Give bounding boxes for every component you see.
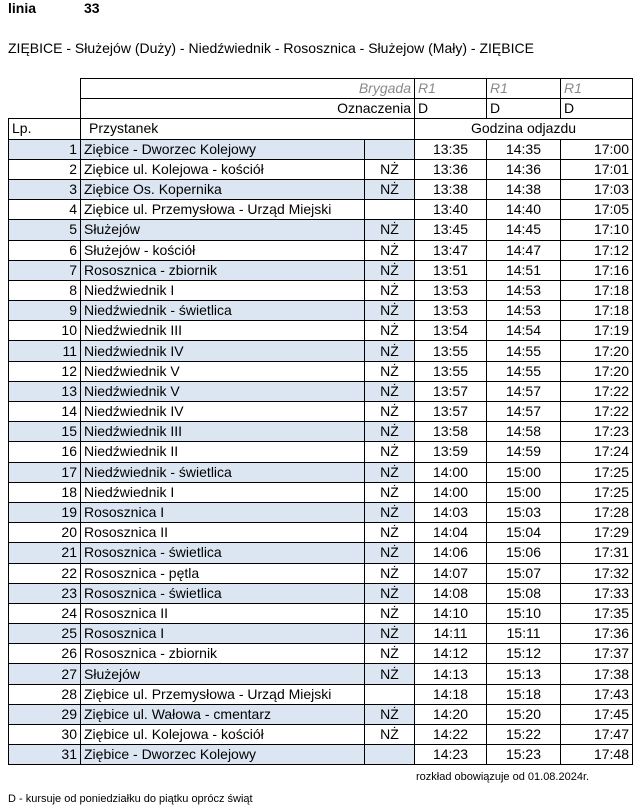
time-3-cell: 17:28 xyxy=(561,502,633,522)
time-2-cell: 14:51 xyxy=(487,260,561,280)
time-1-cell: 13:59 xyxy=(415,442,487,462)
nz-cell: NŻ xyxy=(365,442,415,462)
nz-cell xyxy=(365,745,415,765)
time-3-cell: 17:36 xyxy=(561,624,633,644)
lp-cell: 12 xyxy=(9,361,81,381)
nz-cell: NŻ xyxy=(365,462,415,482)
nz-cell: NŻ xyxy=(365,402,415,422)
time-3-cell: 17:48 xyxy=(561,745,633,765)
time-1-cell: 13:57 xyxy=(415,381,487,401)
time-3-cell: 17:25 xyxy=(561,462,633,482)
table-row xyxy=(9,502,633,522)
lp-header: Lp. xyxy=(9,119,81,139)
table-row xyxy=(9,684,633,704)
lp-cell: 25 xyxy=(9,624,81,644)
time-3-cell: 17:01 xyxy=(561,159,633,179)
time-1-cell: 14:08 xyxy=(415,583,487,603)
time-3-cell: 17:00 xyxy=(561,139,633,159)
time-3-cell: 17:20 xyxy=(561,361,633,381)
nz-cell: NŻ xyxy=(365,603,415,623)
table-row xyxy=(9,139,633,159)
time-2-cell: 14:59 xyxy=(487,442,561,462)
time-1-cell: 13:55 xyxy=(415,341,487,361)
time-3-cell: 17:05 xyxy=(561,200,633,220)
nz-cell: NŻ xyxy=(365,624,415,644)
time-2-cell: 15:00 xyxy=(487,462,561,482)
time-2-cell: 14:57 xyxy=(487,381,561,401)
nz-cell: NŻ xyxy=(365,341,415,361)
time-1-cell: 14:00 xyxy=(415,482,487,502)
time-3-cell: 17:38 xyxy=(561,664,633,684)
time-1-cell: 13:45 xyxy=(415,220,487,240)
oznaczenie-3: D xyxy=(561,99,633,119)
stop-cell: Rososznica - świetlica xyxy=(81,543,365,563)
lp-cell: 26 xyxy=(9,644,81,664)
lp-cell: 27 xyxy=(9,664,81,684)
stop-cell: Rososznica II xyxy=(81,523,365,543)
stop-cell: Ziębice ul. Kolejowa - kościół xyxy=(81,159,365,179)
stop-cell: Ziębice - Dworzec Kolejowy xyxy=(81,139,365,159)
nz-cell: NŻ xyxy=(365,704,415,724)
table-row xyxy=(9,462,633,482)
nz-cell: NŻ xyxy=(365,381,415,401)
lp-cell: 7 xyxy=(9,260,81,280)
nz-cell: NŻ xyxy=(365,301,415,321)
time-2-cell: 15:04 xyxy=(487,523,561,543)
nz-cell: NŻ xyxy=(365,563,415,583)
stop-cell: Ziębice ul. Wałowa - cmentarz xyxy=(81,704,365,724)
time-1-cell: 14:07 xyxy=(415,563,487,583)
stop-cell: Niedźwiednik - świetlica xyxy=(81,301,365,321)
time-3-cell: 17:25 xyxy=(561,482,633,502)
table-row xyxy=(9,644,633,664)
time-2-cell: 14:58 xyxy=(487,422,561,442)
lp-cell: 28 xyxy=(9,684,81,704)
nz-cell: NŻ xyxy=(365,422,415,442)
line-label: linia xyxy=(8,0,37,16)
time-2-cell: 15:10 xyxy=(487,603,561,623)
time-3-cell: 17:35 xyxy=(561,603,633,623)
route-title: ZIĘBICE - Służejów (Duży) - Niedźwiednik - Rososznica - Służejow (Mały) - ZIĘBICE xyxy=(8,40,534,56)
time-2-cell: 14:57 xyxy=(487,402,561,422)
time-1-cell: 14:23 xyxy=(415,745,487,765)
time-3-cell: 17:22 xyxy=(561,381,633,401)
nz-cell xyxy=(365,684,415,704)
table-row xyxy=(9,220,633,240)
time-2-cell: 14:53 xyxy=(487,301,561,321)
time-2-cell: 15:11 xyxy=(487,624,561,644)
stop-header: Przystanek xyxy=(81,119,415,139)
oznaczenia-row xyxy=(9,99,633,119)
lp-cell: 23 xyxy=(9,583,81,603)
stop-cell: Ziębice ul. Kolejowa - kościół xyxy=(81,725,365,745)
time-3-cell: 17:31 xyxy=(561,543,633,563)
table-row xyxy=(9,442,633,462)
lp-cell: 19 xyxy=(9,502,81,522)
lp-cell: 29 xyxy=(9,704,81,724)
lp-cell: 30 xyxy=(9,725,81,745)
time-1-cell: 14:06 xyxy=(415,543,487,563)
time-2-cell: 15:03 xyxy=(487,502,561,522)
time-1-cell: 14:18 xyxy=(415,684,487,704)
time-3-cell: 17:23 xyxy=(561,422,633,442)
table-row xyxy=(9,159,633,179)
timetable xyxy=(8,78,633,765)
time-1-cell: 14:03 xyxy=(415,502,487,522)
brygada-label: Brygada xyxy=(81,79,415,99)
time-1-cell: 13:54 xyxy=(415,321,487,341)
time-2-cell: 15:23 xyxy=(487,745,561,765)
time-3-cell: 17:16 xyxy=(561,260,633,280)
time-1-cell: 14:12 xyxy=(415,644,487,664)
time-1-cell: 13:58 xyxy=(415,422,487,442)
lp-cell: 8 xyxy=(9,280,81,300)
time-2-cell: 14:45 xyxy=(487,220,561,240)
stop-cell: Niedźwiednik II xyxy=(81,442,365,462)
nz-cell: NŻ xyxy=(365,240,415,260)
time-2-cell: 14:53 xyxy=(487,280,561,300)
lp-cell: 31 xyxy=(9,745,81,765)
stop-cell: Służejów xyxy=(81,664,365,684)
nz-cell: NŻ xyxy=(365,523,415,543)
table-row xyxy=(9,745,633,765)
nz-cell: NŻ xyxy=(365,583,415,603)
stop-cell: Rososznica - zbiornik xyxy=(81,644,365,664)
brygada-2: R1 xyxy=(487,79,561,99)
lp-cell: 21 xyxy=(9,543,81,563)
stop-cell: Ziębice - Dworzec Kolejowy xyxy=(81,745,365,765)
table-row xyxy=(9,704,633,724)
table-row xyxy=(9,341,633,361)
time-1-cell: 13:36 xyxy=(415,159,487,179)
lp-cell: 5 xyxy=(9,220,81,240)
time-3-cell: 17:19 xyxy=(561,321,633,341)
time-1-cell: 13:38 xyxy=(415,179,487,199)
time-3-cell: 17:33 xyxy=(561,583,633,603)
stop-cell: Rososznica - pętla xyxy=(81,563,365,583)
nz-cell: NŻ xyxy=(365,159,415,179)
time-3-cell: 17:43 xyxy=(561,684,633,704)
time-3-cell: 17:37 xyxy=(561,644,633,664)
stop-cell: Rososznica - świetlica xyxy=(81,583,365,603)
legend-note: D - kursuje od poniedziałku do piątku oprócz świąt xyxy=(8,793,253,805)
stop-cell: Rososznica II xyxy=(81,603,365,623)
time-1-cell: 14:00 xyxy=(415,462,487,482)
table-row xyxy=(9,402,633,422)
time-2-cell: 14:54 xyxy=(487,321,561,341)
lp-cell: 24 xyxy=(9,603,81,623)
brygada-row xyxy=(9,79,633,99)
line-number: 33 xyxy=(84,0,100,16)
lp-cell: 22 xyxy=(9,563,81,583)
stop-cell: Niedźwiednik III xyxy=(81,422,365,442)
oznaczenie-1: D xyxy=(415,99,487,119)
table-row xyxy=(9,603,633,623)
table-row xyxy=(9,321,633,341)
time-2-cell: 15:22 xyxy=(487,725,561,745)
stop-cell: Rososznica - zbiornik xyxy=(81,260,365,280)
table-row xyxy=(9,624,633,644)
lp-cell: 13 xyxy=(9,381,81,401)
lp-cell: 17 xyxy=(9,462,81,482)
table-row xyxy=(9,583,633,603)
lp-cell: 3 xyxy=(9,179,81,199)
lp-cell: 15 xyxy=(9,422,81,442)
stop-cell: Niedźwiednik I xyxy=(81,482,365,502)
time-2-cell: 15:07 xyxy=(487,563,561,583)
time-1-cell: 13:40 xyxy=(415,200,487,220)
nz-cell: NŻ xyxy=(365,280,415,300)
nz-cell: NŻ xyxy=(365,361,415,381)
lp-cell: 2 xyxy=(9,159,81,179)
table-row xyxy=(9,422,633,442)
column-header-row xyxy=(9,119,633,139)
time-1-cell: 14:13 xyxy=(415,664,487,684)
time-2-cell: 15:13 xyxy=(487,664,561,684)
stop-cell: Służejów - kościół xyxy=(81,240,365,260)
table-row xyxy=(9,664,633,684)
nz-cell xyxy=(365,200,415,220)
time-3-cell: 17:10 xyxy=(561,220,633,240)
time-1-cell: 13:57 xyxy=(415,402,487,422)
nz-cell xyxy=(365,139,415,159)
time-3-cell: 17:29 xyxy=(561,523,633,543)
stop-cell: Niedźwiednik III xyxy=(81,321,365,341)
stop-cell: Niedźwiednik - świetlica xyxy=(81,462,365,482)
nz-cell: NŻ xyxy=(365,260,415,280)
time-3-cell: 17:32 xyxy=(561,563,633,583)
time-3-cell: 17:20 xyxy=(561,341,633,361)
nz-cell: NŻ xyxy=(365,220,415,240)
time-3-cell: 17:22 xyxy=(561,402,633,422)
brygada-3: R1 xyxy=(561,79,633,99)
time-2-cell: 15:20 xyxy=(487,704,561,724)
time-3-cell: 17:47 xyxy=(561,725,633,745)
nz-cell: NŻ xyxy=(365,725,415,745)
nz-cell: NŻ xyxy=(365,321,415,341)
time-1-cell: 14:04 xyxy=(415,523,487,543)
table-row xyxy=(9,563,633,583)
lp-cell: 18 xyxy=(9,482,81,502)
stop-cell: Niedźwiednik I xyxy=(81,280,365,300)
departure-header: Godzina odjazdu xyxy=(415,119,633,139)
time-3-cell: 17:18 xyxy=(561,301,633,321)
lp-cell: 14 xyxy=(9,402,81,422)
time-2-cell: 14:47 xyxy=(487,240,561,260)
time-2-cell: 15:12 xyxy=(487,644,561,664)
time-1-cell: 13:53 xyxy=(415,280,487,300)
lp-cell: 10 xyxy=(9,321,81,341)
table-row xyxy=(9,280,633,300)
nz-cell: NŻ xyxy=(365,543,415,563)
time-2-cell: 14:55 xyxy=(487,361,561,381)
nz-cell: NŻ xyxy=(365,482,415,502)
nz-cell: NŻ xyxy=(365,502,415,522)
time-2-cell: 15:00 xyxy=(487,482,561,502)
oznaczenia-label: Oznaczenia xyxy=(81,99,415,119)
time-1-cell: 14:20 xyxy=(415,704,487,724)
time-2-cell: 15:18 xyxy=(487,684,561,704)
time-1-cell: 13:55 xyxy=(415,361,487,381)
nz-cell: NŻ xyxy=(365,664,415,684)
lp-cell: 16 xyxy=(9,442,81,462)
table-row xyxy=(9,200,633,220)
stop-cell: Rososznica I xyxy=(81,502,365,522)
lp-cell: 9 xyxy=(9,301,81,321)
time-3-cell: 17:03 xyxy=(561,179,633,199)
stop-cell: Ziębice Os. Kopernika xyxy=(81,179,365,199)
lp-cell: 20 xyxy=(9,523,81,543)
lp-cell: 1 xyxy=(9,139,81,159)
validity-note: rozkład obowiązuje od 01.08.2024r. xyxy=(416,771,590,783)
lp-cell: 11 xyxy=(9,341,81,361)
time-2-cell: 14:40 xyxy=(487,200,561,220)
table-row xyxy=(9,543,633,563)
stop-cell: Służejów xyxy=(81,220,365,240)
oznaczenie-2: D xyxy=(487,99,561,119)
time-1-cell: 14:11 xyxy=(415,624,487,644)
stop-cell: Ziębice ul. Przemysłowa - Urząd Miejski xyxy=(81,684,365,704)
time-1-cell: 13:51 xyxy=(415,260,487,280)
stop-cell: Niedźwiednik V xyxy=(81,361,365,381)
time-3-cell: 17:24 xyxy=(561,442,633,462)
table-row xyxy=(9,523,633,543)
table-row xyxy=(9,381,633,401)
time-1-cell: 14:22 xyxy=(415,725,487,745)
nz-cell: NŻ xyxy=(365,644,415,664)
stop-cell: Rososznica I xyxy=(81,624,365,644)
table-row xyxy=(9,240,633,260)
nz-cell: NŻ xyxy=(365,179,415,199)
time-1-cell: 13:53 xyxy=(415,301,487,321)
table-row xyxy=(9,361,633,381)
time-3-cell: 17:12 xyxy=(561,240,633,260)
time-2-cell: 14:35 xyxy=(487,139,561,159)
time-2-cell: 15:06 xyxy=(487,543,561,563)
stop-cell: Niedźwiednik IV xyxy=(81,341,365,361)
table-row xyxy=(9,301,633,321)
table-row xyxy=(9,725,633,745)
stop-cell: Niedźwiednik V xyxy=(81,381,365,401)
table-row xyxy=(9,260,633,280)
time-1-cell: 13:35 xyxy=(415,139,487,159)
time-2-cell: 15:08 xyxy=(487,583,561,603)
time-1-cell: 14:10 xyxy=(415,603,487,623)
time-2-cell: 14:55 xyxy=(487,341,561,361)
lp-cell: 4 xyxy=(9,200,81,220)
table-row xyxy=(9,179,633,199)
time-3-cell: 17:45 xyxy=(561,704,633,724)
time-1-cell: 13:47 xyxy=(415,240,487,260)
table-row xyxy=(9,482,633,502)
stop-cell: Ziębice ul. Przemysłowa - Urząd Miejski xyxy=(81,200,365,220)
brygada-1: R1 xyxy=(415,79,487,99)
lp-cell: 6 xyxy=(9,240,81,260)
time-2-cell: 14:38 xyxy=(487,179,561,199)
time-2-cell: 14:36 xyxy=(487,159,561,179)
stop-cell: Niedźwiednik IV xyxy=(81,402,365,422)
time-3-cell: 17:18 xyxy=(561,280,633,300)
